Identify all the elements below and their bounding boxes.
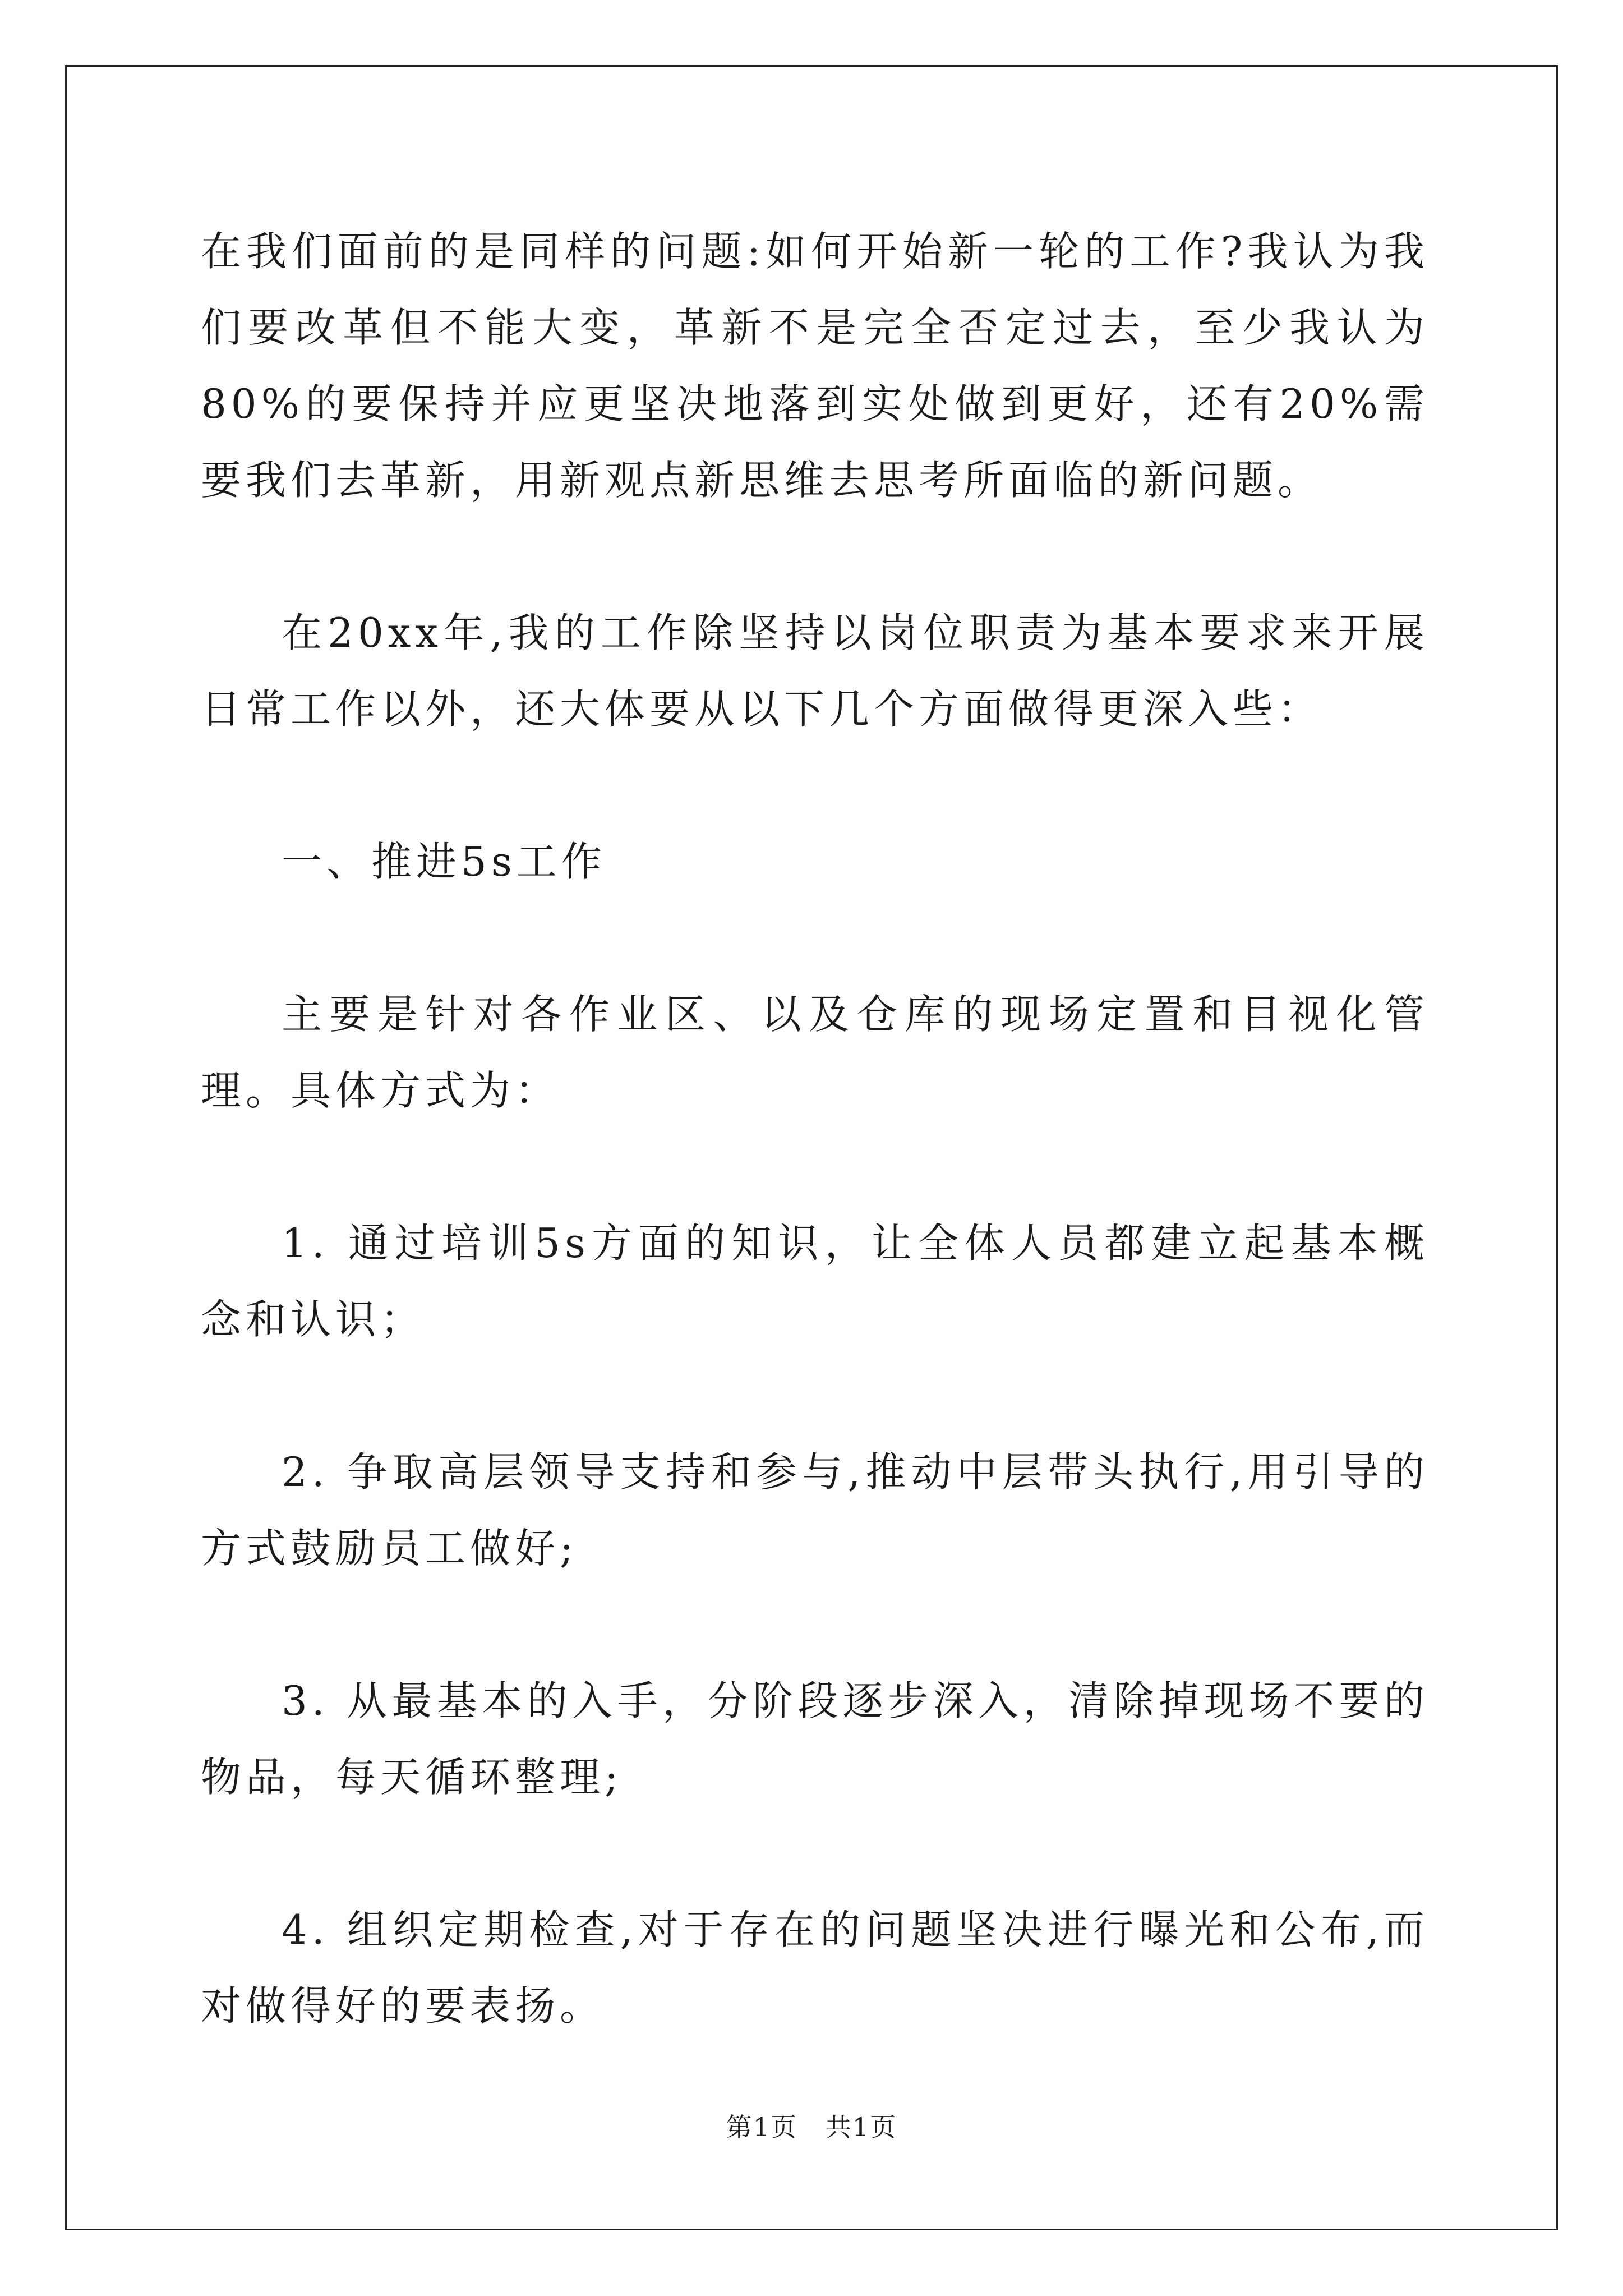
- page-footer: 第1页 共1页: [726, 2112, 897, 2142]
- list-item-2: 2. 争取高层领导支持和参与,推动中层带头执行,用引导的方式鼓励员工做好;: [201, 1448, 1429, 1572]
- paragraph-plan: 在20xx年,我的工作除坚持以岗位职责为基本要求来开展日常工作以外，还大体要从以下几个方面做得更深入些：: [201, 609, 1429, 733]
- list-item-1: 1. 通过培训5s方面的知识，让全体人员都建立起基本概念和认识；: [201, 1220, 1429, 1343]
- paragraph-intro: 在我们面前的是同样的问题:如何开始新一轮的工作?我认为我们要改革但不能大变，革新不是完全否定过去，至少我认为80%的要保持并应更坚决地落到实处做到更好，还有20%需要我们去革新，用新观点新思维去思考所面临的新问题。: [201, 228, 1429, 504]
- paragraph-scope: 主要是针对各作业区、以及仓库的现场定置和目视化管理。具体方式为：: [201, 991, 1429, 1114]
- list-item-4: 4. 组织定期检查,对于存在的问题坚决进行曝光和公布,而对做得好的要表扬。: [201, 1906, 1429, 2030]
- list-item-3: 3. 从最基本的入手，分阶段逐步深入，清除掉现场不要的物品，每天循环整理;: [201, 1677, 1429, 1801]
- document-body: [201, 213, 1429, 2120]
- section-heading: 一、推进5s工作: [282, 838, 606, 885]
